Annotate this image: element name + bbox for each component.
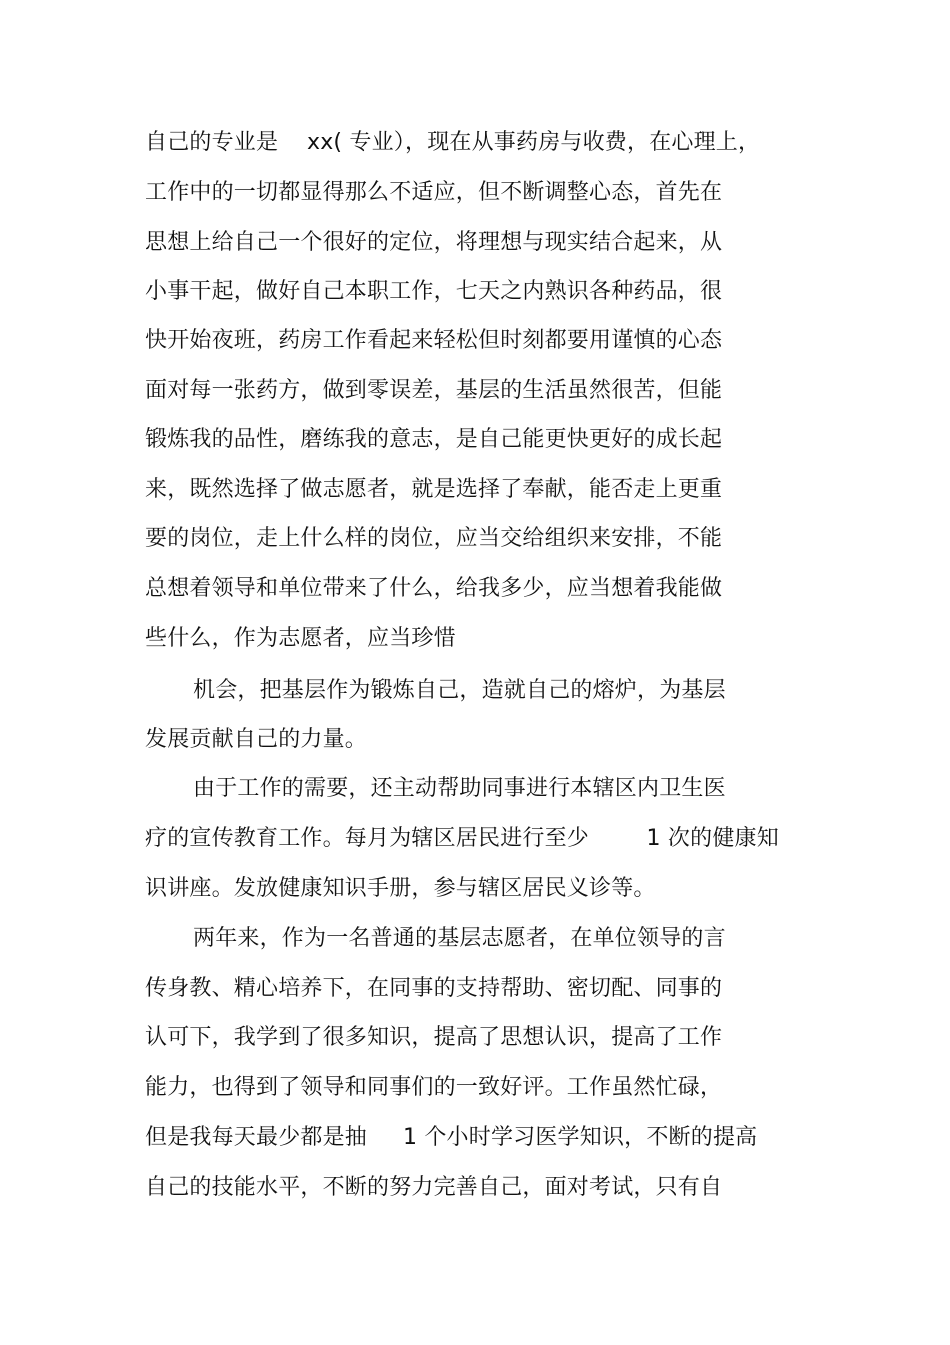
text-line: 由于工作的需要，还主动帮助同事进行本辖区内卫生医: [193, 776, 726, 801]
text-line: 锻炼我的品性，磨练我的意志，是自己能更快更好的成长起: [145, 427, 723, 452]
text-line: 思想上给自己一个很好的定位，将理想与现实结合起来，从: [145, 230, 723, 255]
text-line: 两年来，作为一名普通的基层志愿者，在单位领导的言: [193, 926, 726, 951]
text-line: 识讲座。发放健康知识手册，参与辖区居民义诊等。: [145, 876, 656, 901]
text-line: 工作中的一切都显得那么不适应，但不断调整心态，首先在: [145, 180, 723, 205]
text-line: 机会，把基层作为锻炼自己，造就自己的熔炉，为基层: [193, 678, 726, 703]
text-line: 总想着领导和单位带来了什么，给我多少，应当想着我能做: [145, 576, 723, 601]
text-line: 些什么，作为志愿者，应当珍惜: [145, 626, 456, 651]
text-line: 发展贡献自己的力量。: [145, 727, 368, 752]
text-line: 自己的技能水平，不断的努力完善自己，面对考试，只有自: [145, 1175, 723, 1200]
text-line: 小事干起，做好自己本职工作，七天之内熟识各种药品，很: [145, 279, 723, 304]
text-line: 来，既然选择了做志愿者，就是选择了奉献，能否走上更重: [145, 477, 723, 502]
text-line: 疗的宣传教育工作。每月为辖区居民进行至少 1 次的健康知: [145, 826, 779, 851]
text-line: 要的岗位，走上什么样的岗位，应当交给组织来安排，不能: [145, 526, 723, 551]
text-line: 传身教、精心培养下，在同事的支持帮助、密切配、同事的: [145, 976, 723, 1001]
text-line: 快开始夜班，药房工作看起来轻松但时刻都要用谨慎的心态: [145, 328, 723, 353]
text-line: 但是我每天最少都是抽 1 个小时学习医学知识，不断的提高: [145, 1125, 758, 1150]
text-line: 面对每一张药方，做到零误差，基层的生活虽然很苦，但能: [145, 378, 723, 403]
text-line: 能力，也得到了领导和同事们的一致好评。工作虽然忙碌，: [145, 1075, 723, 1100]
text-line: 认可下，我学到了很多知识，提高了思想认识，提高了工作: [145, 1025, 723, 1050]
text-line: 自己的专业是 xx( 专业），现在从事药房与收费，在心理上，: [145, 130, 761, 155]
